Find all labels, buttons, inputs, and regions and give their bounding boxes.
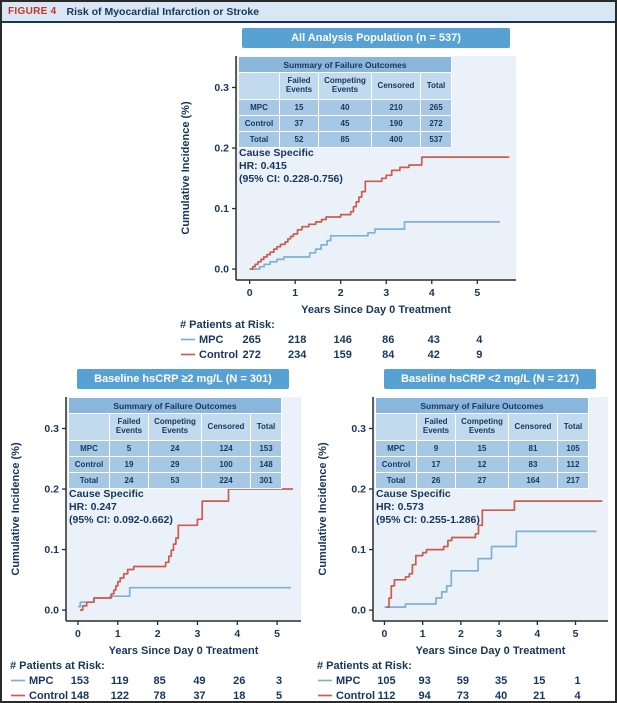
summary-cell: 272	[421, 116, 452, 132]
summary-row-total	[69, 473, 282, 489]
risk-count: 146	[333, 334, 352, 346]
summary-table-caption: Summary of Failure Outcomes	[376, 398, 589, 414]
figure-header	[2, 2, 615, 23]
risk-count: 122	[110, 690, 129, 702]
summary-cell: 105	[558, 441, 589, 457]
y-axis-label: Cumulative Incidence (%)	[10, 442, 22, 576]
summary-table-caption: Summary of Failure Outcomes	[239, 57, 452, 73]
summary-row-total	[239, 132, 452, 148]
risk-count: 15	[533, 675, 546, 687]
summary-col-censored: Censored	[509, 414, 558, 441]
figure-number-label: FIGURE 4	[8, 6, 57, 17]
summary-col-failed-events: Failed Events	[417, 414, 456, 441]
summary-cell: 83	[509, 457, 558, 473]
summary-cell: 5	[110, 441, 149, 457]
summary-col-competing-events: Competing Events	[319, 73, 372, 100]
summary-cell: 15	[456, 441, 509, 457]
summary-row-control	[239, 116, 452, 132]
hr-annotation-line1: Cause Specific	[376, 488, 451, 500]
y-tick-label: 0.0	[351, 604, 366, 617]
risk-count: 86	[382, 334, 395, 346]
summary-cell: 164	[509, 473, 558, 489]
y-tick-label: 0.1	[214, 203, 229, 216]
y-tick-label: 0.3	[44, 422, 59, 435]
risk-count: 265	[242, 334, 261, 346]
risk-count: 78	[153, 690, 166, 702]
summary-row-label: MPC	[69, 441, 110, 457]
x-tick-label: 1	[292, 287, 299, 299]
risk-count: 272	[242, 349, 261, 361]
y-tick-label: 0.0	[214, 263, 229, 276]
panel-baseline-hscrp-lt2	[315, 369, 617, 703]
risk-count: 234	[288, 349, 307, 361]
y-tick-label: 0.3	[351, 422, 366, 435]
summary-cell: 53	[149, 473, 202, 489]
hazard-ratio-annotation	[239, 147, 343, 186]
x-tick-label: 4	[234, 628, 241, 640]
y-tick-label: 0.2	[351, 483, 366, 496]
panel-title: All Analysis Population (n = 537)	[242, 28, 510, 48]
figure-title: Risk of Myocardial Infarction or Stroke	[66, 5, 260, 18]
summary-corner-cell	[376, 414, 417, 441]
y-axis-label: Cumulative Incidence (%)	[317, 442, 329, 576]
summary-cell: 190	[372, 116, 421, 132]
summary-row-label: Control	[376, 457, 417, 473]
x-tick-label: 5	[572, 628, 579, 640]
summary-cell: 40	[319, 100, 372, 116]
summary-row-total	[376, 473, 589, 489]
y-tick-label: 0.0	[44, 604, 59, 617]
summary-cell: 224	[202, 473, 251, 489]
risk-count: 93	[418, 675, 431, 687]
summary-row-control	[376, 457, 589, 473]
x-tick-label: 1	[114, 628, 121, 640]
summary-col-total: Total	[421, 73, 452, 100]
summary-row-label: Control	[239, 116, 280, 132]
risk-row-label-control: Control	[29, 690, 69, 702]
summary-cell: 210	[372, 100, 421, 116]
summary-row-label: Control	[69, 457, 110, 473]
hr-annotation-line1: Cause Specific	[239, 147, 314, 159]
x-tick-label: 3	[194, 628, 201, 640]
y-axis-label: Cumulative Incidence (%)	[180, 101, 192, 235]
hr-annotation-line3: (95% CI: 0.228-0.756)	[239, 173, 343, 186]
hr-annotation-line3: (95% CI: 0.255-1.286)	[376, 514, 480, 527]
summary-cell: 301	[251, 473, 282, 489]
x-tick-label: 4	[428, 287, 435, 299]
summary-cell: 153	[251, 441, 282, 457]
risk-count: 85	[153, 675, 166, 687]
panel-baseline-hscrp-ge2	[8, 369, 312, 703]
summary-cell: 52	[280, 132, 319, 148]
patients-at-risk-title: # Patients at Risk:	[317, 660, 412, 672]
chart-area	[315, 391, 617, 703]
panel-title: Baseline hsCRP ≥2 mg/L (N = 301)	[77, 369, 289, 389]
hr-annotation-line2: HR: 0.573	[376, 501, 424, 514]
risk-count: 112	[377, 690, 396, 702]
summary-col-censored: Censored	[372, 73, 421, 100]
x-tick-label: 2	[337, 287, 344, 299]
patients-at-risk-title: # Patients at Risk:	[10, 660, 105, 672]
x-tick-label: 5	[274, 628, 281, 640]
summary-cell: 81	[509, 441, 558, 457]
summary-cell: 26	[417, 473, 456, 489]
risk-row-label-mpc: MPC	[199, 334, 224, 346]
patients-at-risk-title: # Patients at Risk:	[180, 319, 275, 331]
risk-count: 159	[333, 349, 352, 361]
hazard-ratio-annotation	[69, 488, 173, 527]
summary-cell: 537	[421, 132, 452, 148]
panel-title: Baseline hsCRP <2 mg/L (N = 217)	[384, 369, 596, 389]
summary-row-label: Total	[69, 473, 110, 489]
risk-row-label-control: Control	[336, 690, 376, 702]
summary-row-label: Total	[376, 473, 417, 489]
hazard-ratio-annotation	[376, 488, 480, 527]
summary-col-total: Total	[251, 414, 282, 441]
y-tick-label: 0.1	[351, 544, 366, 557]
risk-count: 9	[476, 349, 483, 361]
risk-count: 43	[427, 334, 440, 346]
summary-col-failed-events: Failed Events	[280, 73, 319, 100]
summary-cell: 265	[421, 100, 452, 116]
summary-of-failure-outcomes-table	[68, 397, 282, 489]
x-tick-label: 0	[75, 628, 81, 640]
summary-cell: 217	[558, 473, 589, 489]
risk-count: 1	[574, 675, 581, 687]
summary-col-failed-events: Failed Events	[110, 414, 149, 441]
risk-row-label-mpc: MPC	[29, 675, 54, 687]
y-tick-label: 0.1	[44, 544, 59, 557]
risk-count: 37	[193, 690, 206, 702]
panel-all-analysis-population	[178, 28, 532, 369]
summary-of-failure-outcomes-table	[238, 56, 452, 148]
summary-row-mpc	[239, 100, 452, 116]
summary-cell: 148	[251, 457, 282, 473]
x-tick-label: 1	[419, 628, 426, 640]
summary-row-label: Total	[239, 132, 280, 148]
x-tick-label: 4	[534, 628, 541, 640]
risk-count: 26	[233, 675, 246, 687]
risk-count: 35	[494, 675, 508, 687]
summary-corner-cell	[69, 414, 110, 441]
hr-annotation-line2: HR: 0.415	[239, 160, 287, 173]
summary-cell: 27	[456, 473, 509, 489]
summary-col-competing-events: Competing Events	[149, 414, 202, 441]
risk-count: 5	[276, 690, 283, 702]
summary-cell: 400	[372, 132, 421, 148]
y-tick-label: 0.2	[44, 483, 59, 496]
summary-cell: 24	[149, 441, 202, 457]
y-tick-label: 0.2	[214, 142, 229, 155]
risk-count: 59	[456, 675, 470, 687]
summary-row-control	[69, 457, 282, 473]
risk-count: 42	[427, 349, 440, 361]
x-tick-label: 3	[383, 287, 390, 299]
x-tick-label: 0	[381, 628, 388, 640]
risk-count: 148	[70, 690, 90, 702]
x-axis-label: Years Since Day 0 Treatment	[108, 645, 259, 657]
x-tick-label: 5	[474, 287, 481, 299]
summary-cell: 24	[110, 473, 149, 489]
summary-cell: 29	[149, 457, 202, 473]
risk-count: 84	[382, 349, 395, 361]
y-tick-label: 0.3	[214, 81, 229, 94]
summary-row-mpc	[376, 441, 589, 457]
summary-cell: 85	[319, 132, 372, 148]
summary-row-label: MPC	[239, 100, 280, 116]
x-tick-label: 2	[154, 628, 161, 640]
summary-cell: 112	[558, 457, 589, 473]
x-tick-label: 2	[457, 628, 464, 640]
risk-count: 94	[418, 690, 431, 702]
summary-cell: 9	[417, 441, 456, 457]
summary-table-caption: Summary of Failure Outcomes	[69, 398, 282, 414]
summary-cell: 12	[456, 457, 509, 473]
hr-annotation-line1: Cause Specific	[69, 488, 144, 500]
hr-annotation-line2: HR: 0.247	[69, 501, 117, 514]
summary-col-total: Total	[558, 414, 589, 441]
summary-cell: 15	[280, 100, 319, 116]
risk-count: 153	[70, 675, 90, 687]
x-axis-label: Years Since Day 0 Treatment	[301, 304, 451, 316]
risk-count: 218	[288, 334, 307, 346]
summary-cell: 45	[319, 116, 372, 132]
summary-cell: 37	[280, 116, 319, 132]
x-tick-label: 0	[246, 287, 253, 299]
x-axis-label: Years Since Day 0 Treatment	[415, 645, 566, 657]
risk-count: 40	[494, 690, 508, 702]
summary-cell: 17	[417, 457, 456, 473]
summary-of-failure-outcomes-table	[375, 397, 589, 489]
summary-col-censored: Censored	[202, 414, 251, 441]
x-tick-label: 3	[496, 628, 503, 640]
hr-annotation-line3: (95% CI: 0.092-0.662)	[69, 514, 173, 527]
summary-col-competing-events: Competing Events	[456, 414, 509, 441]
summary-cell: 100	[202, 457, 251, 473]
risk-count: 18	[233, 690, 246, 702]
risk-row-label-mpc: MPC	[336, 675, 361, 687]
summary-cell: 124	[202, 441, 251, 457]
risk-count: 105	[377, 675, 396, 687]
risk-count: 49	[193, 675, 206, 687]
summary-cell: 19	[110, 457, 149, 473]
summary-row-mpc	[69, 441, 282, 457]
summary-corner-cell	[239, 73, 280, 100]
risk-count: 119	[110, 675, 129, 687]
risk-row-label-control: Control	[199, 349, 239, 361]
risk-count: 21	[533, 690, 546, 702]
risk-count: 4	[574, 690, 581, 702]
chart-area	[178, 50, 532, 369]
chart-area	[8, 391, 312, 703]
risk-count: 3	[276, 675, 283, 687]
summary-row-label: MPC	[376, 441, 417, 457]
risk-count: 4	[476, 334, 483, 346]
risk-count: 73	[456, 690, 470, 702]
